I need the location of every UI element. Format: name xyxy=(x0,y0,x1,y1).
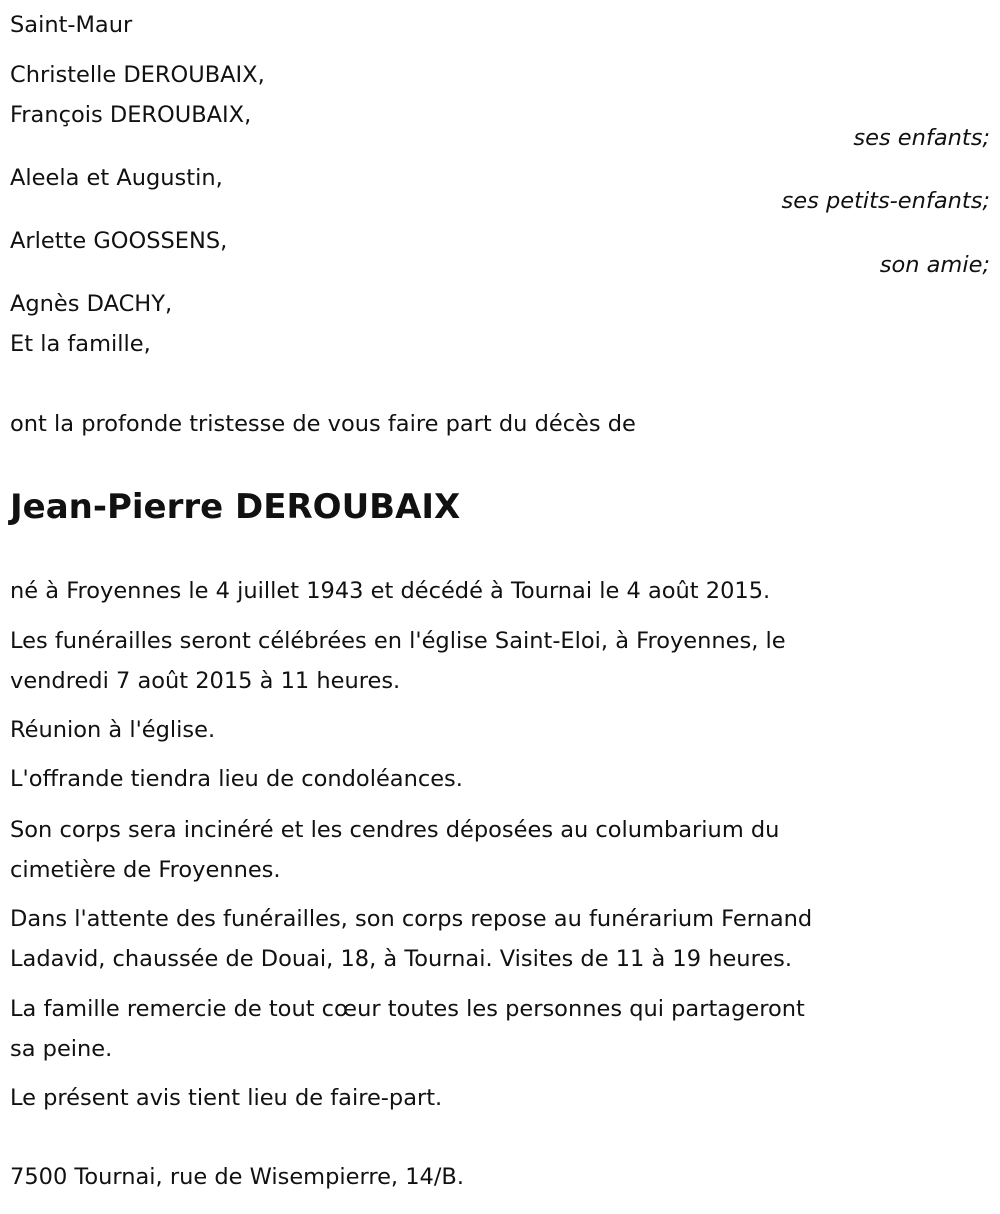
other-relative: Agnès DACHY, xyxy=(10,291,173,317)
children-role: ses enfants; xyxy=(853,125,990,151)
other-relative: Et la famille, xyxy=(10,331,151,357)
child-name: François DEROUBAIX, xyxy=(10,102,252,128)
paragraph-line: cimetière de Froyennes. xyxy=(10,857,281,883)
child-name: Christelle DEROUBAIX, xyxy=(10,62,265,88)
paragraph-line: Dans l'attente des funérailles, son corps repose au funérarium Fernand xyxy=(10,906,813,932)
paragraph-line: Réunion à l'église. xyxy=(10,717,216,743)
announcement: ont la profonde tristesse de vous faire part du décès de xyxy=(10,411,636,437)
paragraph-line: L'offrande tiendra lieu de condoléances. xyxy=(10,766,463,792)
grandchildren-role: ses petits-enfants; xyxy=(781,188,990,214)
address: 7500 Tournai, rue de Wisempierre, 14/B. xyxy=(10,1164,465,1190)
paragraph-line: Ladavid, chaussée de Douai, 18, à Tournai. Visites de 11 à 19 heures. xyxy=(10,946,793,972)
friend-name: Arlette GOOSSENS, xyxy=(10,228,228,254)
grandchildren-names: Aleela et Augustin, xyxy=(10,165,223,191)
paragraph-line: Les funérailles seront célébrées en l'église Saint-Eloi, à Froyennes, le xyxy=(10,628,786,654)
paragraph-line: sa peine. xyxy=(10,1036,113,1062)
paragraph-line: Le présent avis tient lieu de faire-part. xyxy=(10,1085,443,1111)
paragraph-line: né à Froyennes le 4 juillet 1943 et décédé à Tournai le 4 août 2015. xyxy=(10,578,771,604)
paragraph-line: La famille remercie de tout cœur toutes les personnes qui partageront xyxy=(10,996,805,1022)
deceased-name: Jean-Pierre DEROUBAIX xyxy=(10,487,461,527)
paragraph-line: Son corps sera incinéré et les cendres déposées au columbarium du xyxy=(10,817,780,843)
paragraph-line: vendredi 7 août 2015 à 11 heures. xyxy=(10,668,401,694)
friend-role: son amie; xyxy=(879,252,990,278)
place: Saint-Maur xyxy=(10,12,133,38)
